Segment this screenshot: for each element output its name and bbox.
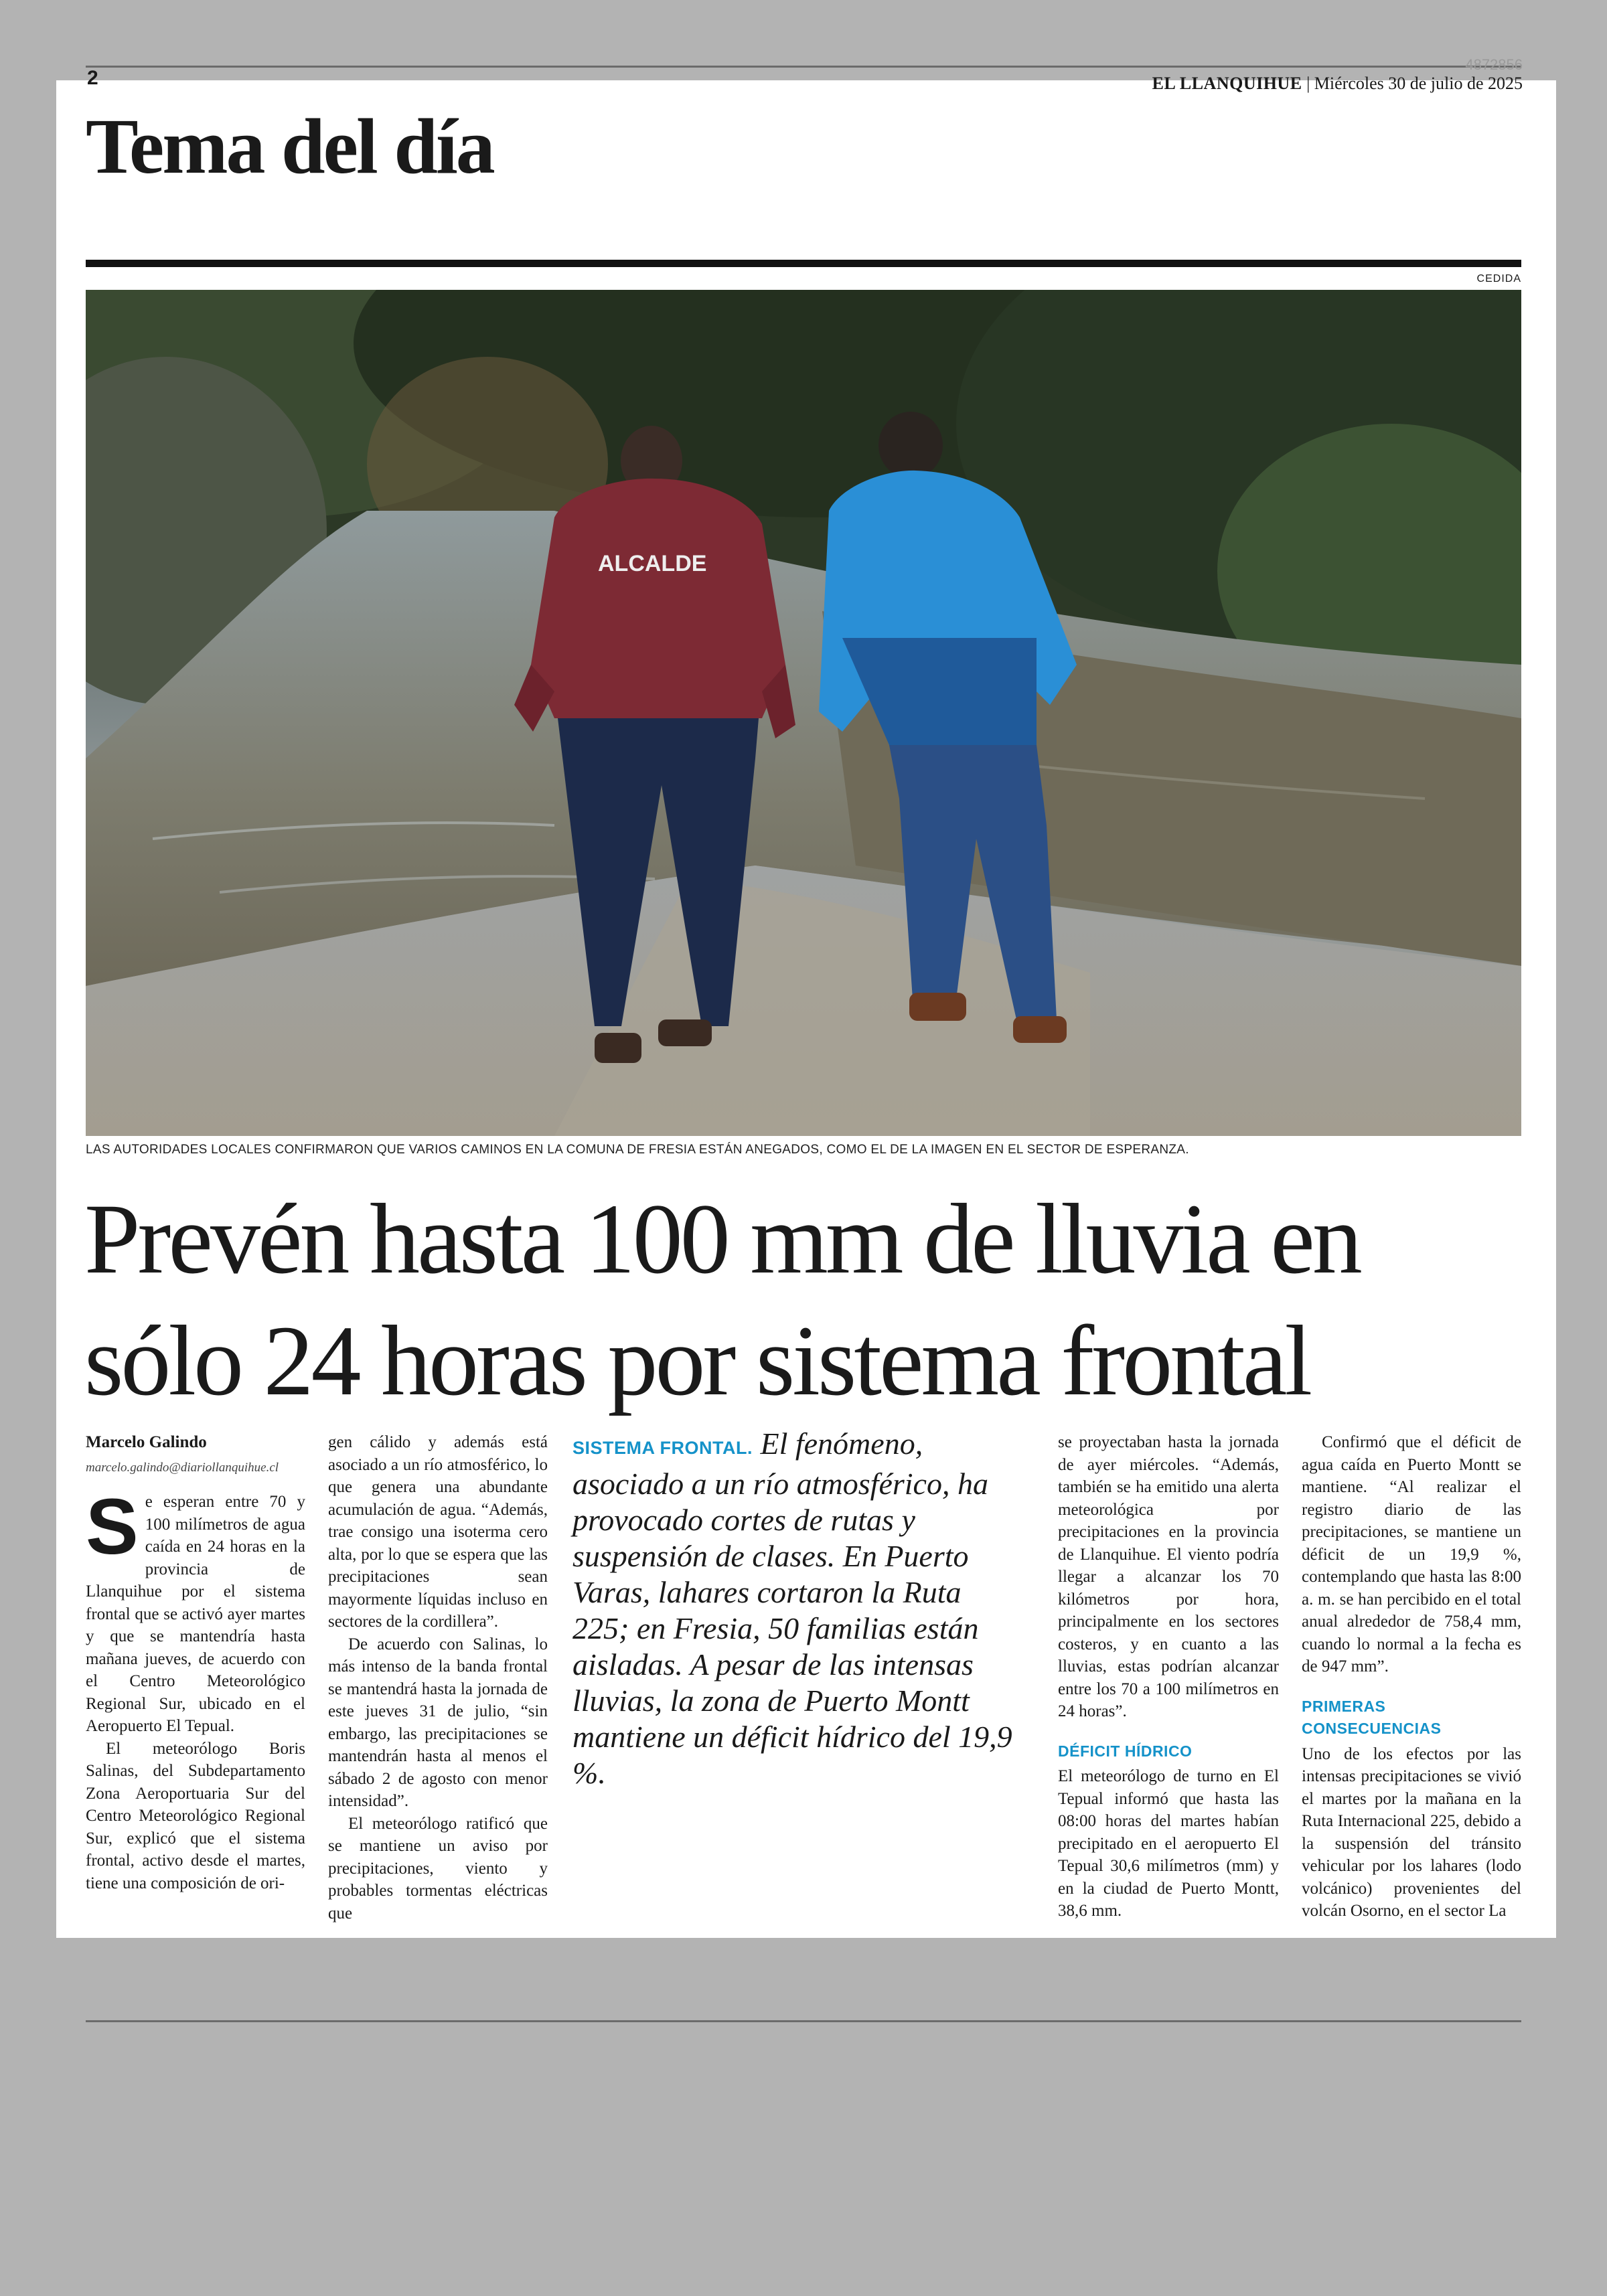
section-title: Tema del día — [86, 102, 493, 190]
body-paragraph: El meteorólogo Boris Salinas, del Subdepartamento Zona Aeroportuaria Sur del Centro Meteorológico Regional Sur, explicó que el sistema frontal, activo desde el martes, tiene una composición de ori- — [86, 1739, 305, 1892]
news-photo — [86, 290, 1521, 1136]
headline-line-1: Prevén hasta 100 mm de lluvia en — [84, 1183, 1360, 1295]
section-rule — [86, 260, 1521, 267]
author-email[interactable]: marcelo.galindo@diariollanquihue.cl — [86, 1460, 279, 1475]
article-column-5 — [1302, 1431, 1521, 1922]
body-paragraph: se proyectaban hasta la jornada de ayer miércoles. “Además, también se ha emitido una alerta meteorológica por precipitaciones en la provincia de Llanquihue. El viento podría llegar a alcanzar los 70 kilómetros por hora, principalmente en los sectores costeros, y en cuanto a las lluvias, estas podrían alcanzar entre los 70 a 100 milímetros en 24 horas”. — [1058, 1433, 1279, 1720]
headline — [84, 1178, 1531, 1422]
author-name: Marcelo Galindo — [86, 1433, 207, 1451]
page-number: 2 — [87, 67, 98, 89]
lead-kicker: SISTEMA FRONTAL. — [572, 1438, 753, 1458]
masthead — [1152, 74, 1523, 94]
body-paragraph — [86, 1483, 305, 1738]
article-column-1 — [86, 1431, 305, 1894]
body-paragraph: El meteorólogo de turno en El Tepual informó que hasta las 08:00 horas del martes habían precipitado en el aeropuerto El Tepual 30,6 milímetros (mm) y en la ciudad de Puerto Montt, 38,6 mm. — [1058, 1767, 1279, 1920]
photo-caption: LAS AUTORIDADES LOCALES CONFIRMARON QUE VARIOS CAMINOS EN LA COMUNA DE FRESIA ESTÁN ANEGADOS, COMO EL DE LA IMAGEN EN EL SECTOR DE ESPERANZA. — [86, 1143, 1189, 1157]
flooded-road-scene — [86, 290, 1521, 1136]
publication-name: EL LLANQUIHUE — [1152, 74, 1302, 93]
top-rule — [86, 66, 1521, 68]
body-paragraph: Confirmó que el déficit de agua caída en Puerto Montt se mantiene. “Al realizar el registro diario de las precipitaciones, se mantiene un déficit de un 19,9 %, contemplando que hasta las 8:00 a. m. se han percibido en el total anual alrededor de 758,4 mm, cuando lo normal a la fecha es de 947 mm”. — [1302, 1433, 1521, 1675]
bottom-rule — [86, 2020, 1521, 2022]
body-paragraph: gen cálido y además está asociado a un río atmosférico, lo que genera una abundante acumulación de agua. “Además, trae consigo una isoterma cero alta, por lo que se espera que las precipitaciones sean mayormente líquidas incluso en sectores de la cordillera”. — [328, 1433, 548, 1631]
headline-line-2: sólo 24 horas por sistema frontal — [84, 1305, 1310, 1416]
lead-text: El fenómeno, asociado a un río atmosférico, ha provocado cortes de rutas y suspensión de clases. En Puerto Varas, lahares cortaron la Ruta 225; en Fresia, 50 familias están aisladas. A pesar de las intensas lluvias, la zona de Puerto Montt mantiene un déficit hídrico del 19,9 %. — [572, 1426, 1012, 1790]
article-lead — [572, 1426, 1014, 1791]
paragraph-text: e esperan entre 70 y 100 milímetros de agua caída en 24 horas en la provincia de Llanquihue por el sistema frontal que se activó ayer martes y que se mantendría hasta mañana jueves, de acuerdo con el Centro Meteorológico Regional Sur, ubicado en el Aeropuerto El Tepual. — [86, 1493, 305, 1735]
article-column-4 — [1058, 1431, 1279, 1922]
article-column-2 — [328, 1431, 548, 1924]
publication-date: Miércoles 30 de julio de 2025 — [1314, 74, 1523, 93]
photo-credit: CEDIDA — [1476, 273, 1521, 284]
jacket-text: ALCALDE — [598, 551, 707, 576]
id-code: 4872856 — [1465, 56, 1523, 73]
masthead-separator: | — [1306, 74, 1310, 93]
subhead-consecuencias: PRIMERAS CONSECUENCIAS — [1302, 1697, 1442, 1737]
subhead-deficit: DÉFICIT HÍDRICO — [1058, 1742, 1193, 1760]
body-paragraph: El meteorólogo ratificó que se mantiene un aviso por precipitaciones, viento y probables tormentas eléctricas que — [328, 1814, 548, 1922]
body-paragraph: De acuerdo con Salinas, lo más intenso de la banda frontal se mantendrá hasta la jornada de este jueves 31 de julio, “sin embargo, las precipitaciones se mantendrán hasta al menos el sábado 2 de agosto con menor intensidad”. — [328, 1635, 548, 1810]
body-paragraph: Uno de los efectos por las intensas precipitaciones se vivió el martes por la mañana en la Ruta Internacional 225, debido a la suspensión del tránsito vehicular por los lahares (lodo volcánico) provenientes del volcán Osorno, en el sector La — [1302, 1744, 1521, 1920]
drop-cap: S — [86, 1483, 139, 1571]
